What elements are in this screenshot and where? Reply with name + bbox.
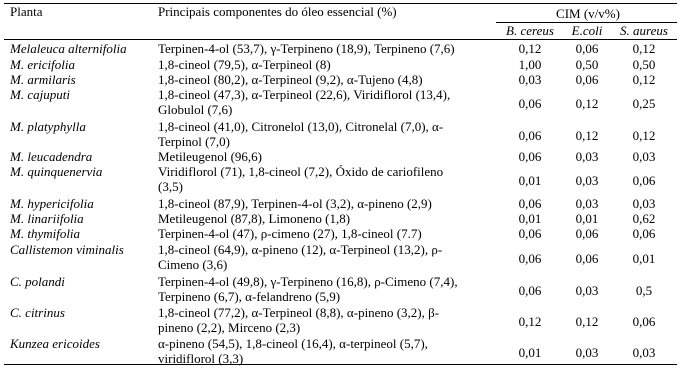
table-row-cim-value: 0,01: [632, 251, 656, 267]
table-row-cim-value: 0,06: [632, 173, 656, 189]
table-row-cim-value: 0,03: [575, 283, 599, 299]
table-row-cim-value: 0,06: [632, 226, 656, 241]
table-row-components: Metileugenol (96,6): [158, 149, 262, 164]
table-row-components: 1,8-cineol (64,9), α-pineno (12), α-Terpineol (13,2), ρ-: [158, 242, 443, 257]
table-row-plant: Callistemon viminalis: [10, 242, 124, 257]
table-row-components: 1,8-cineol (77,2), α-Terpineol (8,8), α-pineno (3,2), β-: [158, 305, 440, 320]
table-row-cim-value: 0,01: [518, 173, 542, 189]
table-row-cim-value: 0,01: [575, 211, 599, 226]
table-row-plant: Melaleuca alternifolia: [10, 41, 127, 56]
table-row-plant: M. linariifolia: [10, 211, 84, 226]
table-row-components: Terpinen-4-ol (53,7), γ-Terpineno (18,9), Terpineno (7,6): [158, 41, 455, 56]
header-bacteria-e-coli: E.coli: [571, 23, 603, 38]
table-row-cim-value: 0,62: [632, 211, 656, 226]
table-row-plant: Kunzea ericoides: [10, 336, 100, 351]
table-row-components: Cimeno (3,6): [158, 256, 228, 272]
table-row-cim-value: 0,06: [518, 226, 542, 241]
table-row-cim-value: 0,06: [575, 251, 599, 267]
table-row-cim-value: 0,50: [632, 57, 656, 72]
header-bacteria-b-cereus: B. cereus: [506, 23, 554, 38]
table-row-plant: C. citrinus: [10, 305, 65, 320]
header-components: Principais componentes do óleo essencial (%): [158, 4, 397, 19]
table-row-components: Metileugenol (87,8), Limoneno (1,8): [158, 211, 351, 226]
table-row-cim-value: 0,12: [632, 72, 656, 87]
table-row-cim-value: 0,25: [632, 96, 656, 112]
table-row-cim-value: 0,06: [575, 41, 599, 56]
table-row-components: Terpineno (6,7), α-felandreno (5,9): [158, 288, 341, 304]
table-row-components: α-pineno (54,5), 1,8-cineol (16,4), α-terpineol (5,7),: [158, 336, 428, 351]
table-row-cim-value: 0,03: [518, 72, 542, 87]
table-row-components: viridiflorol (3,3): [158, 350, 244, 366]
table-row-cim-value: 0,03: [632, 196, 656, 211]
table-row-cim-value: 0,12: [575, 96, 599, 112]
table-row-cim-value: 0,12: [518, 314, 542, 330]
table-row-cim-value: 0,06: [518, 128, 542, 144]
table-row-plant: M. leucadendra: [10, 149, 93, 164]
table-row-plant: M. ericifolia: [10, 57, 75, 72]
header-plant: Planta: [10, 4, 43, 19]
table-row-components: pineno (2,2), Mirceno (2,3): [158, 319, 301, 335]
table-row-cim-value: 0,01: [518, 345, 542, 361]
header-cim: CIM (v/v%): [556, 6, 620, 21]
table-row-cim-value: 0,03: [632, 345, 656, 361]
table-row-cim-value: 0,03: [575, 345, 599, 361]
table-row-components: Terpinen-4-ol (47), ρ-cimeno (27), 1,8-cineol (7.7): [158, 226, 422, 241]
table-row-cim-value: 0,03: [575, 196, 599, 211]
table-row-plant: M. platyphylla: [10, 119, 86, 134]
table-row-cim-value: 0,12: [575, 314, 599, 330]
table-row-components: Terpinen-4-ol (49,8), γ-Terpineno (16,8), ρ-Cimeno (7,4),: [158, 274, 458, 289]
table-row-components: 1,8-cineol (87,9), Terpinen-4-ol (3,2), α-pineno (2,9): [158, 196, 432, 211]
table-row-cim-value: 0,12: [518, 41, 542, 56]
table-row-plant: C. polandi: [10, 274, 65, 289]
table-row-cim-value: 0,03: [632, 149, 656, 164]
table-row-plant: M. armilaris: [10, 72, 76, 87]
table-row-cim-value: 0,50: [575, 57, 599, 72]
table-row-plant: M. cajuputi: [10, 87, 70, 102]
table-row-components: 1,8-cineol (47,3), α-Terpineol (22,6), Viridiflorol (13,4),: [158, 87, 451, 102]
table-row-cim-value: 0,5: [635, 283, 653, 299]
header-bacteria-s-aureus: S. aureus: [620, 23, 668, 38]
table-row-cim-value: 0,06: [518, 149, 542, 164]
table-row-cim-value: 0,06: [518, 283, 542, 299]
table-row-plant: M. thymifolia: [10, 226, 81, 241]
table-row-cim-value: 0,06: [575, 72, 599, 87]
table-bottom-rule: [4, 364, 677, 365]
table-row-cim-value: 0,12: [632, 41, 656, 56]
header-bottom-rule: [4, 39, 677, 40]
table-row-components: Terpinol (7,0): [158, 133, 231, 149]
table-row-cim-value: 0,03: [575, 149, 599, 164]
table-row-cim-value: 0,06: [518, 96, 542, 112]
table-row-cim-value: 0,06: [575, 226, 599, 241]
table-row-cim-value: 0,01: [518, 211, 542, 226]
table-row-components: (3,5): [158, 178, 183, 194]
table-row-components: 1,8-cineol (80,2), α-Terpineol (9,2), α-Tujeno (4,8): [158, 72, 423, 87]
table-row-components: Globulol (7,6): [158, 101, 233, 117]
table-row-components: 1,8-cineol (79,5), α-Terpineol (8): [158, 57, 331, 72]
table-row-cim-value: 0,06: [632, 314, 656, 330]
table-row-cim-value: 0,12: [575, 128, 599, 144]
table-row-plant: M. hypericifolia: [10, 196, 94, 211]
table-row-cim-value: 0,06: [518, 251, 542, 267]
table-row-components: 1,8-cineol (41,0), Citronelol (13,0), Citronelal (7,0), α-: [158, 119, 444, 134]
table-row-cim-value: 0,06: [518, 196, 542, 211]
table-row-cim-value: 0,12: [632, 128, 656, 144]
table-row-components: Viridiflorol (71), 1,8-cineol (7,2), Óxido de cariofileno: [158, 164, 444, 179]
table-row-cim-value: 0,03: [575, 173, 599, 189]
table-row-plant: M. quinquenervia: [10, 164, 103, 179]
table-row-cim-value: 1,00: [518, 57, 542, 72]
